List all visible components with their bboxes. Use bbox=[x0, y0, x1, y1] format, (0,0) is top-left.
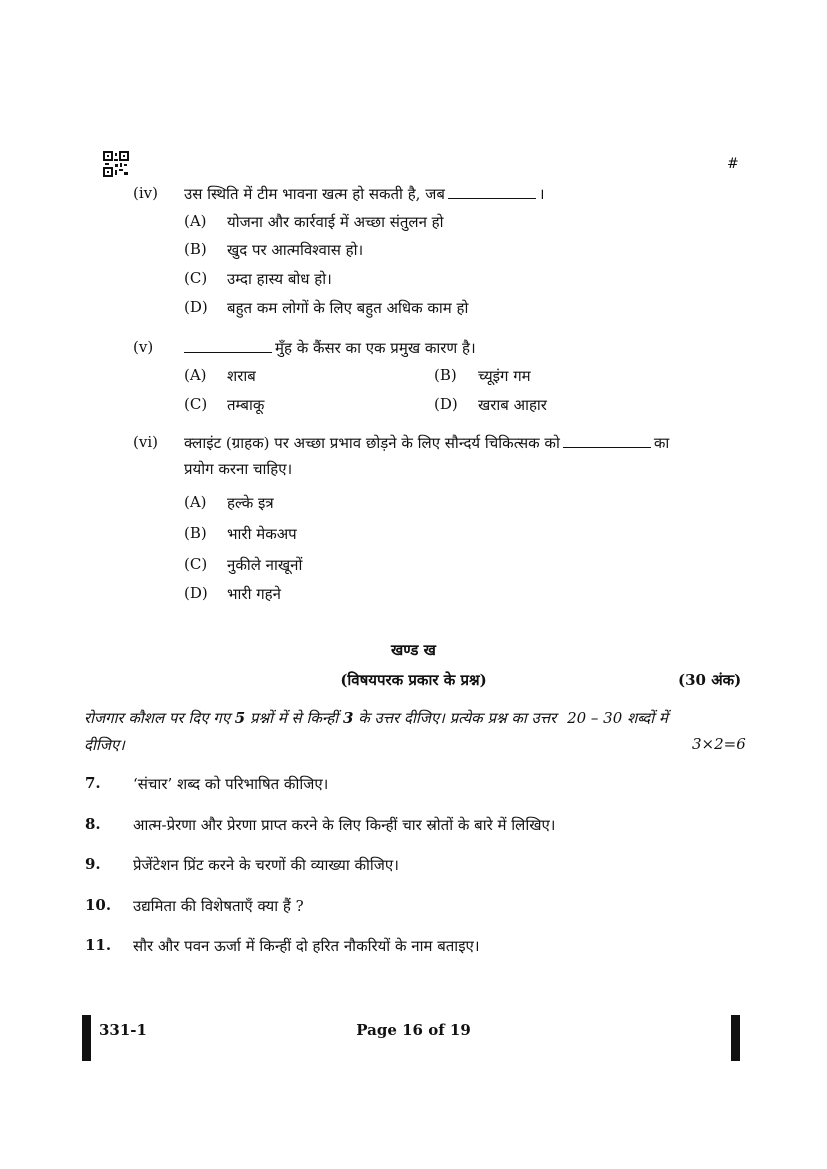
subjective-text: उद्यमिता की विशेषताएँ क्या हैं ? bbox=[133, 897, 304, 915]
stem-end: । bbox=[538, 185, 545, 203]
page-number: Page 16 of 19 bbox=[356, 1021, 471, 1039]
section-marks: (30 अंक) bbox=[678, 671, 742, 689]
instructions-line1 bbox=[84, 708, 668, 728]
option-text: नुकीले नाखूनों bbox=[227, 556, 303, 574]
subjective-text: आत्म-प्रेरणा और प्रेरणा प्राप्त करने के लिए किन्हीं चार स्रोतों के बारे में लिखिए। bbox=[133, 816, 556, 834]
instr-word-range: 20 – 30 bbox=[567, 709, 623, 727]
option-label: (D) bbox=[184, 584, 208, 602]
option-text: खराब आहार bbox=[478, 396, 547, 414]
option-text: बहुत कम लोगों के लिए बहुत अधिक काम हो bbox=[227, 299, 469, 317]
answer-blank bbox=[448, 197, 536, 199]
question-number: (vi) bbox=[133, 433, 158, 451]
section-subtitle: (विषयपरक प्रकार के प्रश्न) bbox=[340, 671, 487, 689]
subjective-text: ‘संचार’ शब्द को परिभाषित कीजिए। bbox=[133, 775, 329, 793]
option-text: योजना और कार्रवाई में अच्छा संतुलन हो bbox=[227, 213, 444, 231]
subjective-number: 8. bbox=[85, 815, 101, 833]
section-title: खण्ड ख bbox=[391, 641, 436, 659]
instr-text: प्रश्नों में से किन्हीं bbox=[250, 709, 339, 727]
marks-formula: 3×2=6 bbox=[692, 735, 746, 753]
option-label: (C) bbox=[184, 269, 208, 287]
option-label: (A) bbox=[184, 366, 207, 384]
subjective-number: 10. bbox=[85, 896, 112, 914]
option-label: (C) bbox=[184, 555, 208, 573]
answer-blank bbox=[563, 446, 651, 448]
subjective-number: 7. bbox=[85, 774, 101, 792]
instr-count-total: 5 bbox=[234, 709, 246, 727]
question-number: (iv) bbox=[133, 184, 158, 202]
subjective-text: सौर और पवन ऊर्जा में किन्हीं दो हरित नौकरियों के नाम बताइए। bbox=[133, 937, 480, 955]
stem-text: उस स्थिति में टीम भावना खत्म हो सकती है, जब bbox=[184, 185, 445, 203]
option-label: (B) bbox=[184, 240, 207, 258]
subjective-text: प्रेजेंटेशन प्रिंट करने के चरणों की व्याख्या कीजिए। bbox=[133, 856, 399, 874]
option-label: (C) bbox=[184, 395, 208, 413]
option-text: शराब bbox=[227, 367, 256, 385]
option-label: (A) bbox=[184, 493, 207, 511]
paper-code: 331-1 bbox=[99, 1021, 147, 1039]
instr-text: के उत्तर दीजिए। प्रत्येक प्रश्न का उत्तर bbox=[358, 709, 557, 727]
question-stem bbox=[184, 433, 669, 453]
question-stem bbox=[184, 184, 545, 204]
option-text: खुद पर आत्मविश्वास हो। bbox=[227, 241, 364, 259]
option-text: च्यूइंग गम bbox=[478, 367, 531, 385]
stem-text: क्लाइंट (ग्राहक) पर अच्छा प्रभाव छोड़ने के लिए सौन्दर्य चिकित्सक को bbox=[184, 434, 560, 452]
question-number: (v) bbox=[133, 338, 154, 356]
option-label: (D) bbox=[184, 298, 208, 316]
stem-text: मुँह के कैंसर का एक प्रमुख कारण है। bbox=[275, 339, 476, 357]
instr-text: रोजगार कौशल पर दिए गए bbox=[84, 709, 231, 727]
option-label: (D) bbox=[434, 395, 458, 413]
instr-count-answer: 3 bbox=[342, 709, 354, 727]
qr-code-icon bbox=[103, 151, 129, 177]
instr-text: शब्दों में bbox=[627, 709, 668, 727]
option-label: (A) bbox=[184, 212, 207, 230]
question-stem bbox=[184, 338, 476, 358]
option-label: (B) bbox=[184, 524, 207, 542]
option-text: हल्के इत्र bbox=[227, 494, 274, 512]
option-text: तम्बाकू bbox=[227, 396, 265, 414]
subjective-number: 11. bbox=[85, 936, 112, 954]
page-marker: # bbox=[727, 156, 739, 172]
subjective-number: 9. bbox=[85, 855, 101, 873]
option-text: भारी मेकअप bbox=[227, 525, 297, 543]
stem-end: का bbox=[653, 434, 670, 452]
answer-blank bbox=[184, 351, 272, 353]
instructions-line2: दीजिए। bbox=[84, 736, 125, 754]
option-text: उम्दा हास्य बोध हो। bbox=[227, 270, 332, 288]
option-text: भारी गहने bbox=[227, 585, 281, 603]
question-stem-line2: प्रयोग करना चाहिए। bbox=[184, 460, 293, 478]
option-label: (B) bbox=[434, 366, 457, 384]
